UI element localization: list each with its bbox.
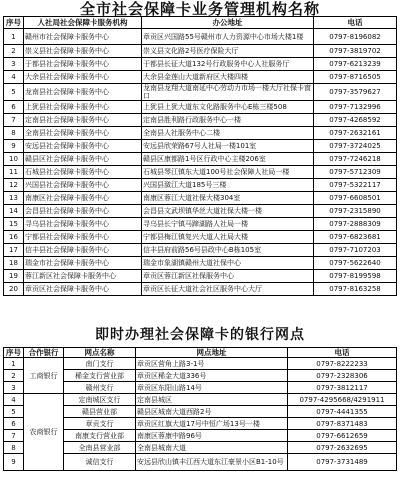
row-number: 3 [4,382,24,394]
agency-name: 龙南县社会保障卡服务中心 [24,84,142,101]
branch-address: 章贡区东阳山路14号 [136,382,288,394]
bank-table-body [4,358,397,471]
row-number: 6 [4,418,24,430]
row-number: 10 [4,153,24,166]
agency-phone: 0797-6823681 [314,231,397,244]
agency-name: 安远县社会保障卡服务中心 [24,140,142,153]
header-phone: 电话 [314,17,397,29]
table-row [4,153,397,166]
row-number: 7 [4,114,24,127]
branch-address: 章贡区营角上路3-1号 [136,358,288,370]
agency-name: 会昌县社会保障卡服务中心 [24,205,142,218]
branch-address: 南康区蓉康中路96号 [136,430,288,442]
row-number: 12 [4,179,24,192]
agency-address: 章贡区兴国路55号赣州市人力资源中心市场大楼1楼 [142,29,314,45]
agency-phone: 0797-8716505 [314,71,397,84]
branch-name: 章贡支行 [64,418,136,430]
agency-name: 于都县社会保障卡服务中心 [24,58,142,71]
row-number: 13 [4,192,24,205]
agency-address: 崇义县文化路2号医疗保险大厅 [142,45,314,58]
agency-address: 全南县人社服务中心二楼 [142,127,314,140]
branch-name: 全南县营业部 [64,442,136,454]
branch-name: 诚信支行 [64,454,136,471]
table-row [4,140,397,153]
agency-address: 兴国县潋江大道185号三楼 [142,179,314,192]
branch-phone: 0797-8371483 [288,418,397,430]
table-row [4,71,397,84]
table-row [4,114,397,127]
agency-name: 寻乌县社会保障卡服务中心 [24,218,142,231]
branch-phone: 0797-8222233 [288,358,397,370]
branch-phone: 0797-2328306 [288,370,397,382]
row-number: 16 [4,231,24,244]
bank-name: 农商银行 [24,394,64,471]
agency-name: 赣州市社会保障卡服务中心 [24,29,142,45]
agency-table [3,16,397,296]
table-header-row [4,17,397,29]
header-bank: 合作银行 [24,348,64,358]
row-number: 2 [4,370,24,382]
branch-address: 全南县城南大道 [136,442,288,454]
agency-address: 龙南县龙翔大道南延中心劳动力市场一楼大厅社保卡窗口 [142,84,314,101]
agency-name: 崇义县社会保障卡服务中心 [24,45,142,58]
header-no: 序号 [4,348,24,358]
row-number: 1 [4,358,24,370]
branch-phone: 0797-3812117 [288,382,397,394]
header-phone: 电话 [288,348,397,358]
agency-phone: 0797-5712309 [314,166,397,179]
branch-name: 赣县营业部 [64,406,136,418]
branch-phone: 0797-2632695 [288,442,397,454]
agency-name: 定南县社会保障卡服务中心 [24,114,142,127]
table-row [4,29,397,45]
agency-name: 章贡区社会保障卡服务中心 [24,283,142,296]
agency-address: 寻乌县长宁镇马蹄湖路人社局一楼 [142,218,314,231]
table-row [4,179,397,192]
table-row [4,192,397,205]
agency-address: 上犹县上犹大道东文化路服务中心E栋三楼508 [142,101,314,114]
row-number: 8 [4,127,24,140]
header-branch: 网点名称 [64,348,136,358]
agency-name: 全南县社会保障卡服务中心 [24,127,142,140]
agency-phone: 0797-8196082 [314,29,397,45]
row-number: 11 [4,166,24,179]
branch-address: 章贡区稀金大道336号 [136,370,288,382]
branch-phone: 0797-4441355 [288,406,397,418]
agency-phone: 0797-5322117 [314,179,397,192]
agency-phone: 0797-3724025 [314,140,397,153]
agency-phone: 0797-3819702 [314,45,397,58]
table-row [4,101,397,114]
branch-address: 定南县城区 [136,394,288,406]
header-no: 序号 [4,17,24,29]
row-number: 9 [4,140,24,153]
table-row [4,244,397,257]
agency-name: 信丰县社会保障卡服务中心 [24,244,142,257]
agency-address: 章贡区长征大道社会社区服务中心大厅 [142,283,314,296]
agency-phone: 0797-7107203 [314,244,397,257]
bank-table [3,347,397,471]
agency-name: 赣县区社会保障卡服务中心 [24,153,142,166]
agency-name: 石城县社会保障卡服务中心 [24,166,142,179]
table-row [4,283,397,296]
row-number: 14 [4,205,24,218]
row-number: 17 [4,244,24,257]
table-row [4,58,397,71]
branch-name: 南门支行 [64,358,136,370]
agency-phone: 0797-2888309 [314,218,397,231]
table-row [4,84,397,101]
agency-address: 定南县胜利路行政服务中心一楼 [142,114,314,127]
agency-name: 上犹县社会保障卡服务中心 [24,101,142,114]
agency-address: 宁都县梅江镇复兴大道人社局大楼 [142,231,314,244]
row-number: 9 [4,454,24,471]
agency-address: 南康区蓉江大道社保大楼304室 [142,192,314,205]
table-row [4,127,397,140]
agency-address: 会昌县文武坝镇华丝大道社保大楼一楼 [142,205,314,218]
page-title-agencies: 全市社会保障卡业务管理机构名称 [79,0,320,18]
agency-phone: 0797-6213239 [314,58,397,71]
branch-name: 定南城区支行 [64,394,136,406]
row-number: 3 [4,58,24,71]
agency-phone: 0797-3579627 [314,84,397,101]
page-title-banks: 即时办理社会保障卡的银行网点 [95,327,305,343]
branch-address: 章贡区红旗大道17号中恒广场13号一楼 [136,418,288,430]
header-agency: 人社局社会保障卡服务机构 [24,17,142,29]
agency-phone: 0797-7132996 [314,101,397,114]
agency-name: 蓉江新区社会保障卡服务中心 [24,270,142,283]
row-number: 4 [4,394,24,406]
table-header-row [4,348,397,358]
agency-name: 南康区社会保障卡服务中心 [24,192,142,205]
agency-name: 宁都县社会保障卡服务中心 [24,231,142,244]
agency-address: 石城县琴江镇东大道100号社会保障人社局一楼 [142,166,314,179]
table-row [4,45,397,58]
row-number: 2 [4,45,24,58]
row-number: 19 [4,270,24,283]
branch-phone: 0797-6612659 [288,430,397,442]
row-number: 5 [4,406,24,418]
branch-address: 安远县欣山镇丰江西大道东江豪景小区B1-10号 [136,454,288,471]
table-row [4,394,397,406]
agency-name: 瑞金市社会保障卡服务中心 [24,257,142,270]
agency-phone: 0797-7246218 [314,153,397,166]
row-number: 7 [4,430,24,442]
agency-phone: 0797-2315890 [314,205,397,218]
row-number: 8 [4,442,24,454]
bank-name: 工商银行 [24,358,64,394]
row-number: 6 [4,101,24,114]
branch-name: 赣州支行 [64,382,136,394]
row-number: 1 [4,29,24,45]
agency-address: 信丰县府前路56号县政中心B栋105室 [142,244,314,257]
agency-address: 安远县欣荣路67号人社局一楼101室 [142,140,314,153]
agency-table-body [4,29,397,296]
row-number: 4 [4,71,24,84]
table-row [4,231,397,244]
row-number: 15 [4,218,24,231]
row-number: 20 [4,283,24,296]
branch-phone: 0797-4295668/4291911 [288,394,397,406]
agency-address: 于都县长征大道132号行政服务中心人社服务厅 [142,58,314,71]
branch-phone: 0797-3731489 [288,454,397,471]
table-row [4,205,397,218]
branch-name: 南康支行营业部 [64,430,136,442]
header-address: 网点地址 [136,348,288,358]
agency-name: 兴国县社会保障卡服务中心 [24,179,142,192]
agency-phone: 0797-8199598 [314,270,397,283]
table-row [4,166,397,179]
agency-phone: 0797-8163258 [314,283,397,296]
agency-phone: 0797-6608501 [314,192,397,205]
agency-address: 赣县区康都路1号区行政中心主楼206室 [142,153,314,166]
branch-name: 稀金支行营业部 [64,370,136,382]
agency-phone: 0797-2632161 [314,127,397,140]
table-row [4,218,397,231]
row-number: 5 [4,84,24,101]
agency-phone: 0797-4268592 [314,114,397,127]
agency-address: 瑞金市象湖镇赣州大道社保中心 [142,257,314,270]
agency-name: 大余县社会保障卡服务中心 [24,71,142,84]
agency-address: 章贡区蓉江新区社保服务中心 [142,270,314,283]
table-row [4,358,397,370]
table-row [4,257,397,270]
row-number: 18 [4,257,24,270]
agency-address: 大余县金莲山大道新府区大楼四楼 [142,71,314,84]
branch-address: 赣县区城南大道西路2号 [136,406,288,418]
header-address: 办公地址 [142,17,314,29]
agency-phone: 0797-5622640 [314,257,397,270]
table-row [4,270,397,283]
